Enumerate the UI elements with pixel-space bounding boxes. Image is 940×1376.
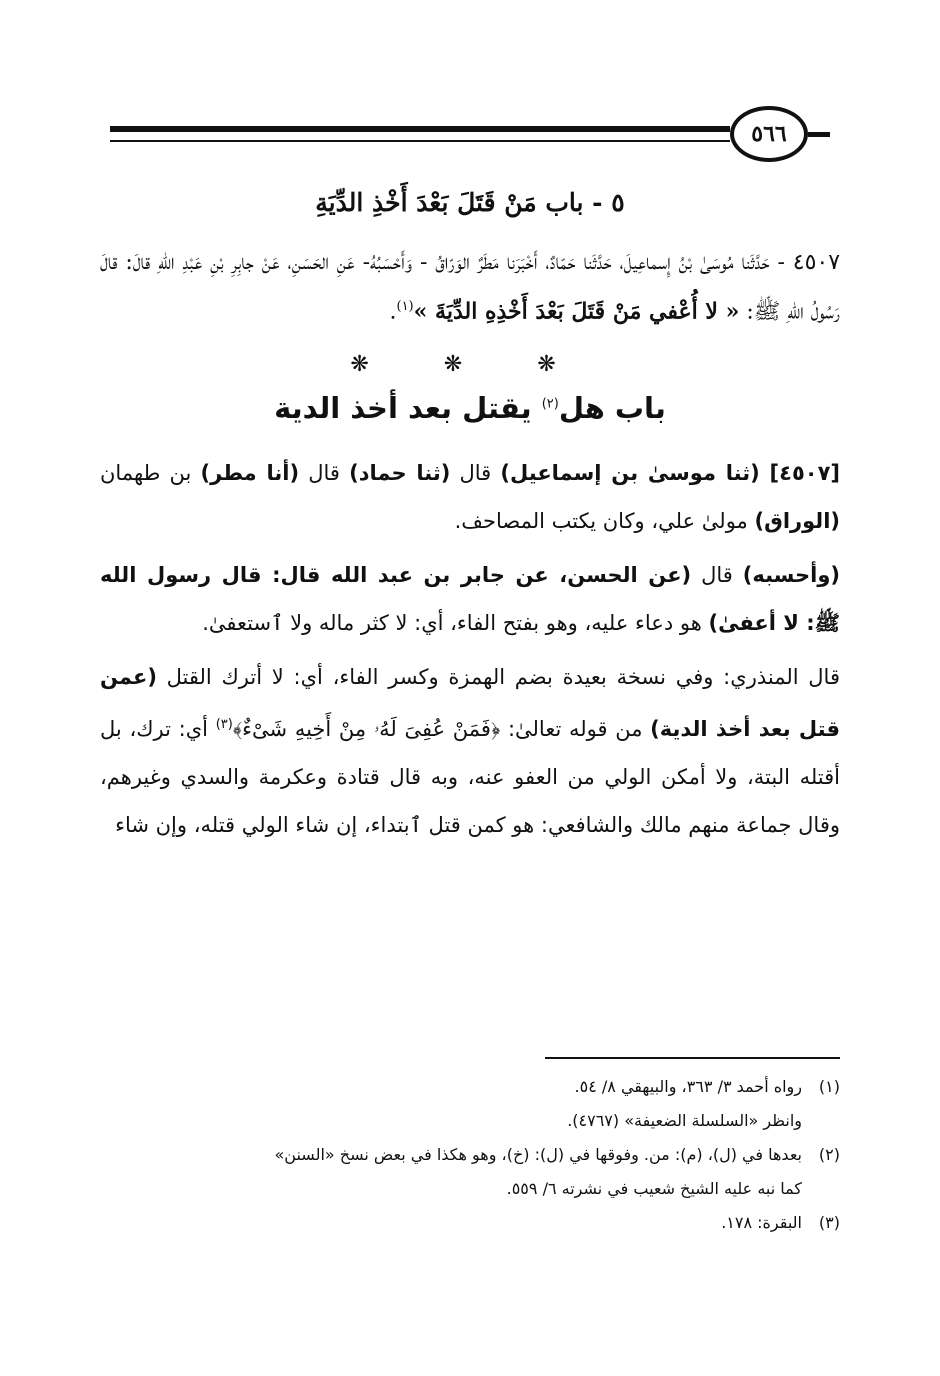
hadith-text: [100, 241, 840, 334]
commentary-text: قال: [299, 461, 350, 486]
footnote-number: (٣): [818, 1213, 840, 1232]
hadith-end: .: [389, 299, 397, 325]
footnote-number: (١): [818, 1077, 840, 1096]
header-rule: [110, 126, 730, 132]
footnote-ref-2: (٢): [541, 396, 559, 412]
page-number: ٥٦٦: [751, 121, 787, 147]
footnote-number: (٢): [818, 1145, 840, 1164]
header-rule-tail: [808, 132, 830, 137]
commentary-title-part2: يقتل بعد أخذ الدية: [274, 391, 542, 426]
commentary-bold: [٤٥٠٧] (ثنا موسىٰ بن إسماعيل): [500, 461, 841, 486]
commentary-bold: (عن الحسن، عن جابر بن عبد الله قال: قال رسول الله ﷺ: لا أعفىٰ): [100, 563, 840, 636]
commentary-paragraph-2: [100, 551, 840, 647]
chapter-title: ٥ - باب مَنْ قَتَلَ بَعْدَ أَخْذِ الدِّيَةِ: [315, 188, 625, 217]
page-content: [100, 188, 840, 855]
commentary-text: أي: ترك، بل أقتله البتة، ولا أمكن الولي من العفو عنه، وبه قال قتادة وعكرمة والسدي وغيرهم، وقال جماعة منهم مالك والشافعي: هو كمن قتل ٱبتداء، إن شاء الولي قتله، وإن شاء: [100, 717, 840, 838]
page-header: [110, 108, 840, 168]
footnote-text: رواه أحمد ٣/ ٣٦٣، والبيهقي ٨/ ٥٤.: [574, 1077, 802, 1096]
commentary-title: [100, 391, 840, 425]
commentary-paragraph-3: [100, 653, 840, 849]
footnote-2: [150, 1138, 840, 1172]
footnote-text: البقرة: ١٧٨.: [721, 1213, 802, 1232]
section-separator: ❋ ❋ ❋: [350, 352, 590, 378]
commentary-paragraph-1: [100, 449, 840, 545]
commentary-bold: (وأحسبه): [742, 563, 841, 588]
page-number-badge: [730, 106, 808, 162]
commentary-text: قال: [450, 461, 501, 486]
footnote-1: [150, 1070, 840, 1104]
footnote-ref-3: (٣): [215, 717, 233, 733]
hadith-matn: « لا أُعْفي مَنْ قَتَلَ بَعْدَ أَخْذِهِ الدِّيَةَ »: [413, 298, 740, 325]
footnote-divider: [545, 1057, 840, 1059]
footnote-3: [150, 1206, 840, 1240]
footnote-continuation: وانظر «السلسلة الضعيفة» (٤٧٦٧).: [567, 1111, 802, 1130]
footnote-ref-1: (١): [396, 299, 414, 314]
hadith-chain-1: ٤٥٠٧ - حَدَّثَنا مُوسَىٰ بْنُ إِسماعِيلَ، حَدَّثَنا حَمّادٌ، أَخْبَرَنا مَطَرٌ الوَرّاقُ -: [419, 250, 841, 275]
commentary-text: هو دعاء عليه، وهو بفتح الفاء، أي: لا كثر ماله ولا ٱستعفىٰ.: [202, 611, 709, 636]
commentary-bold: (أنا مطر): [200, 461, 300, 486]
commentary-bold: (الوراق): [754, 509, 840, 534]
footnote-text: بعدها في (ل)، (م): من. وفوقها في (ل): (خ)، وهو هكذا في بعض نسخ «السنن»: [274, 1145, 802, 1164]
commentary-text: بن طهمان: [100, 461, 201, 486]
commentary-text: مولىٰ علي، وكان يكتب المصاحف.: [454, 509, 755, 534]
commentary-title-part1: باب هل: [558, 391, 666, 426]
quran-quote: ﴿فَمَنْ عُفِىَ لَهُۥ مِنْ أَخِيهِ شَىْءٌ﴾: [232, 717, 501, 742]
header-rule-thin: [110, 140, 730, 142]
commentary-text: قال المنذري: وفي نسخة بعيدة بضم الهمزة وكسر الفاء، أي: لا أترك القتل: [156, 665, 840, 690]
commentary-bold: (ثنا حماد): [349, 461, 451, 486]
commentary-bold: (عمن قتل بعد أخذ الدية): [100, 665, 840, 742]
commentary-text: من قوله تعالىٰ:: [500, 717, 651, 742]
footnote-continuation: كما نبه عليه الشيخ شعيب في نشرته ٦/ ٥٥٩.: [506, 1179, 802, 1198]
commentary-text: قال: [691, 563, 743, 588]
hadith-chain-2: وَأَحْسَبُهُ- عَنِ الحَسَنِ، عَنْ جابِرِ بْنِ عَبْدِ اللهِ قالَ: قالَ رَسُولُ اللهِ ﷺ:: [100, 250, 840, 325]
footnotes: [150, 1070, 840, 1240]
